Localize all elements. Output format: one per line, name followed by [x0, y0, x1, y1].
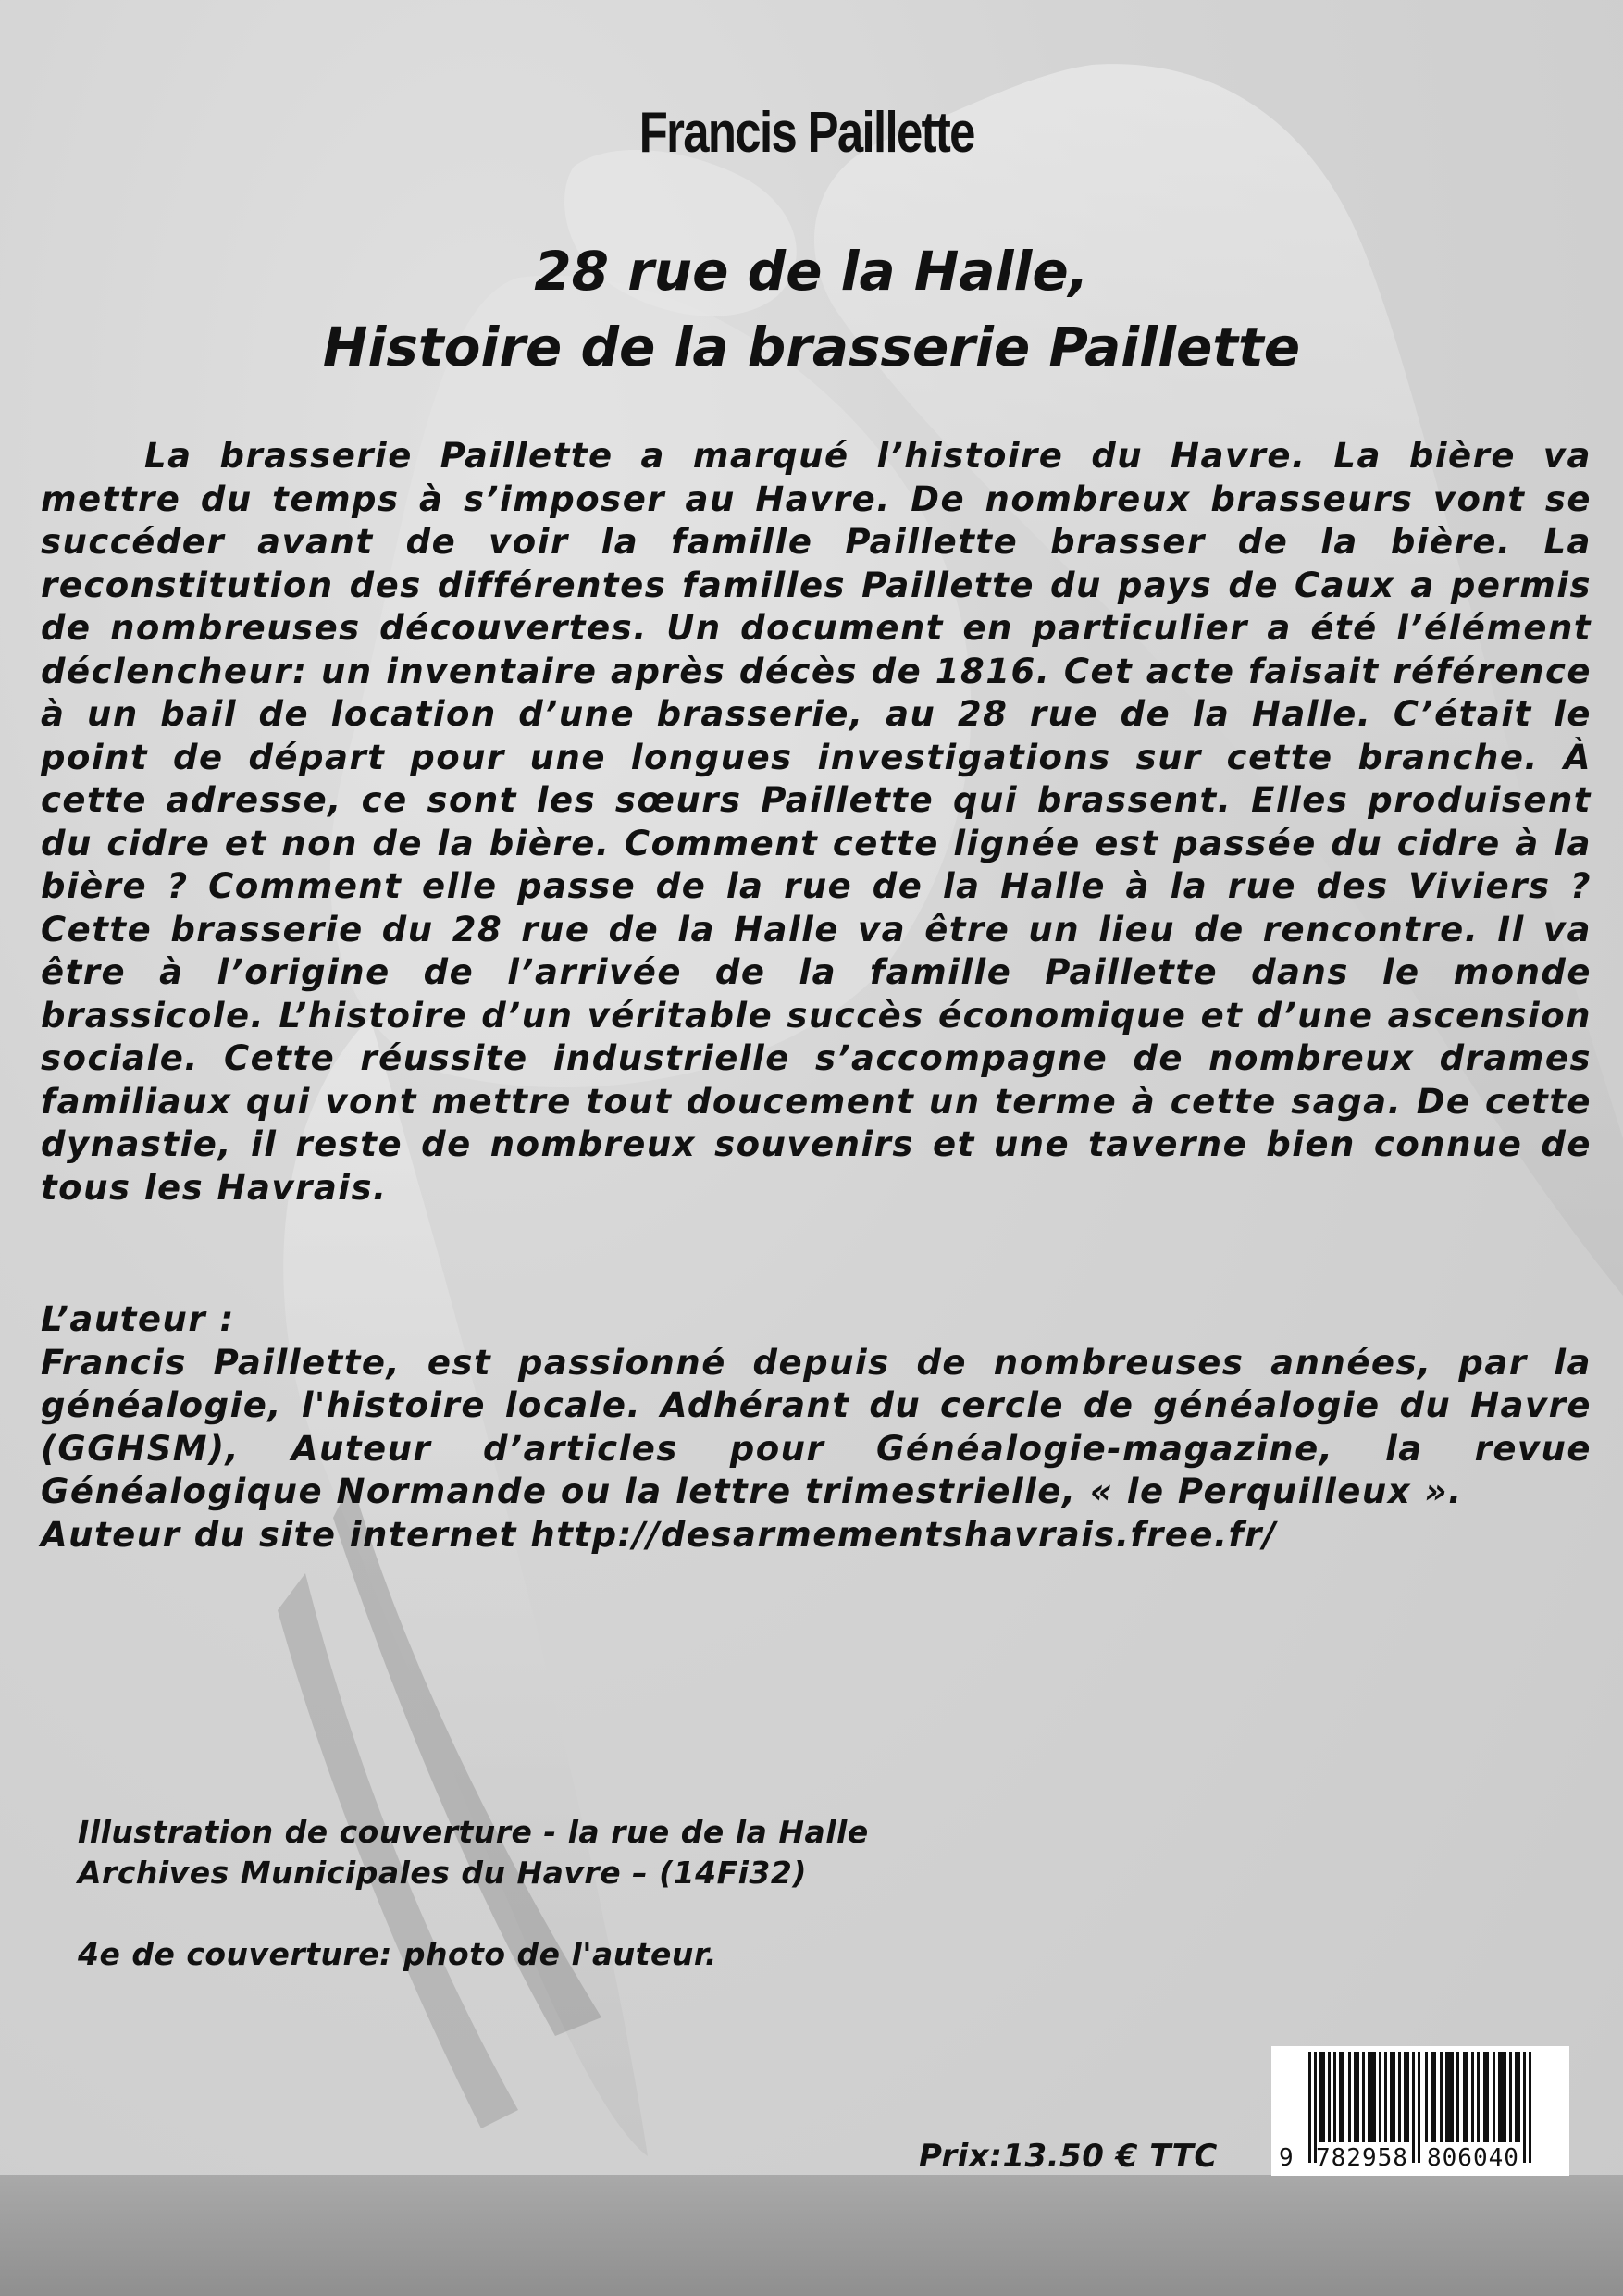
book-summary: La brasserie Paillette a marqué l’histoire du Havre. La bière va mettre du temps à s’imposer au Havre. De nombreux brasseurs vont se succéder avant de voir la famille Paillette brasser de la bière. La reconstitution des différentes familles Paillette du pays de Caux a permis de nombreuses découvertes. Un document en particulier a été l’élément déclencheur: un inventaire après décès de 1816. Cet acte faisait référence à un bail de location d’une brasserie, au 28 rue de la Halle. C’était le point de départ pour une longues investigations sur cette branche. À cette adresse, ce sont les sœurs Paillette qui brassent. Elles produisent du cidre et non de la bière. Comment cette lignée est passée du cidre à la bière ? Comment elle passe de la rue de la Halle à la rue des Viviers ? Cette brasserie du 28 rue de la Halle va être un lieu de rencontre. Il va être à l’origine de l’arrivée de la famille Paillette dans le monde brassicole. L’histoire d’un véritable succès économique et d’une ascension sociale. Cette réussite industrielle s’accompagne de nombreux drames familiaux qui vont mettre tout doucement un terme à cette saga. De cette dynastie, il reste de nombreux souvenirs et une taverne bien connue de tous les Havrais. [41, 436, 1592, 1208]
title-line-2: Histoire de la brasserie Paillette [322, 316, 1301, 379]
illustration-credit-line-1: Illustration de couverture - la rue de la Halle [78, 1814, 869, 1850]
cover-credits [78, 1812, 869, 1975]
back-cover-credit: 4e de couverture: photo de l'auteur. [78, 1936, 717, 1972]
author-name: Francis Paillette [638, 101, 974, 165]
about-author-section [41, 1298, 1592, 1557]
illustration-credit-line-2: Archives Municipales du Havre – (14Fi32) [78, 1855, 807, 1891]
about-author-heading: L’auteur : [41, 1299, 235, 1339]
price-label: Prix:13.50 € TTC [919, 2138, 1218, 2175]
barcode-group-2: 806040 [1427, 2144, 1519, 2172]
isbn-barcode [1271, 2046, 1569, 2176]
title-line-1: 28 rue de la Halle, [534, 240, 1089, 303]
author-website: Auteur du site internet http://desarmementshavrais.free.fr/ [41, 1514, 1277, 1555]
book-title [0, 233, 1623, 385]
barcode-group-1: 782958 [1316, 2144, 1408, 2172]
about-author-bio: Francis Paillette, est passionné depuis de nombreuses années, par la généalogie, l'histoire locale. Adhérant du cercle de généalogie du Havre (GGHSM), Auteur d’articles pour Généalogie-magazine, la revue Généalogique Normande ou la lettre trimestrielle, « le Perquilleux ». [41, 1342, 1592, 1511]
barcode-lead-digit: 9 [1279, 2144, 1295, 2172]
